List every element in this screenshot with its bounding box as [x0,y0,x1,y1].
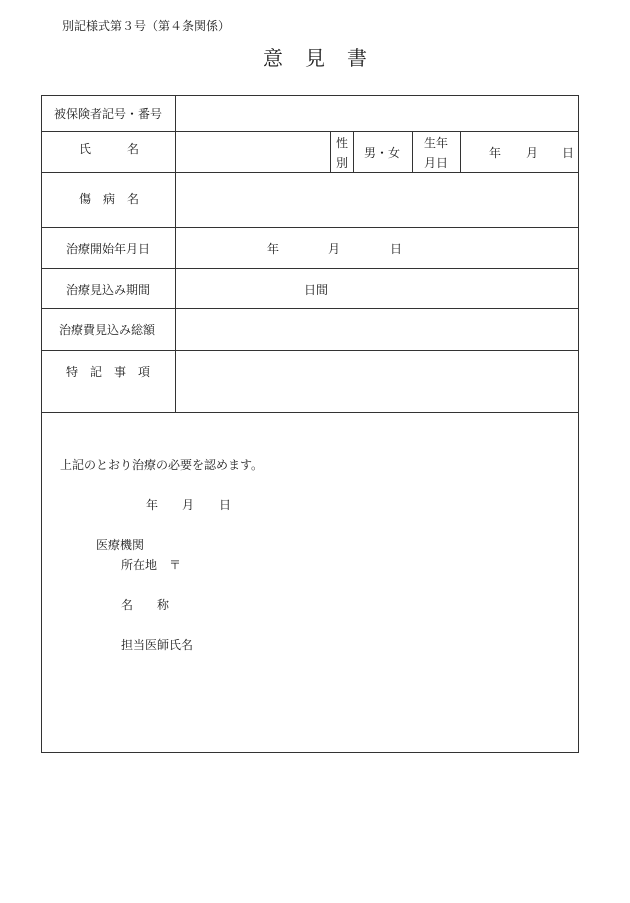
start-year-unit: 年 [267,242,280,256]
birth-month-unit: 月 [526,146,539,160]
row-divider [42,308,579,309]
institution-label: 医療機関 [96,538,145,552]
sex-label-top: 性 [336,136,349,150]
cert-month-unit: 月 [182,498,195,512]
disease-label: 傷 病 名 [79,192,140,206]
column-divider [460,131,461,172]
row-divider [42,227,579,228]
row-divider [42,131,579,132]
birth-label-bottom: 月日 [424,156,449,170]
column-divider [330,131,331,172]
cert-year-unit: 年 [146,498,159,512]
column-divider [412,131,413,172]
column-divider [353,131,354,172]
cost-label: 治療費見込み総額 [59,323,156,337]
start-date-label: 治療開始年月日 [66,242,151,256]
form-number: 別記様式第３号（第４条関係） [62,19,231,33]
period-label: 治療見込み期間 [66,283,151,297]
remarks-label: 特 記 事 項 [66,365,151,379]
form-table [41,95,579,753]
disease-field[interactable] [182,178,572,222]
birth-label-top: 生年 [424,136,449,150]
certification-statement: 上記のとおり治療の必要を認めます。 [60,458,264,472]
insured-number-field[interactable] [182,99,572,127]
birth-day-unit: 日 [562,146,575,160]
period-unit: 日間 [304,283,329,297]
doctor-name-label: 担当医師氏名 [121,638,194,652]
name-field[interactable] [182,136,322,168]
row-divider [42,412,579,413]
insured-number-label: 被保険者記号・番号 [54,107,163,121]
column-divider [175,96,176,412]
institution-name-label: 名 称 [121,598,170,612]
name-label: 氏 名 [79,142,140,156]
start-month-unit: 月 [328,242,341,256]
sex-options[interactable]: 男・女 [364,146,401,160]
row-divider [42,268,579,269]
birth-year-unit: 年 [489,146,502,160]
row-divider [42,172,579,173]
remarks-field[interactable] [182,356,572,406]
sex-label-bottom: 別 [336,156,349,170]
document-title: 意見書 [263,46,389,70]
start-day-unit: 日 [390,242,403,256]
cert-day-unit: 日 [219,498,232,512]
row-divider [42,350,579,351]
address-label: 所在地 〒 [121,558,182,572]
cost-field[interactable] [182,314,572,346]
